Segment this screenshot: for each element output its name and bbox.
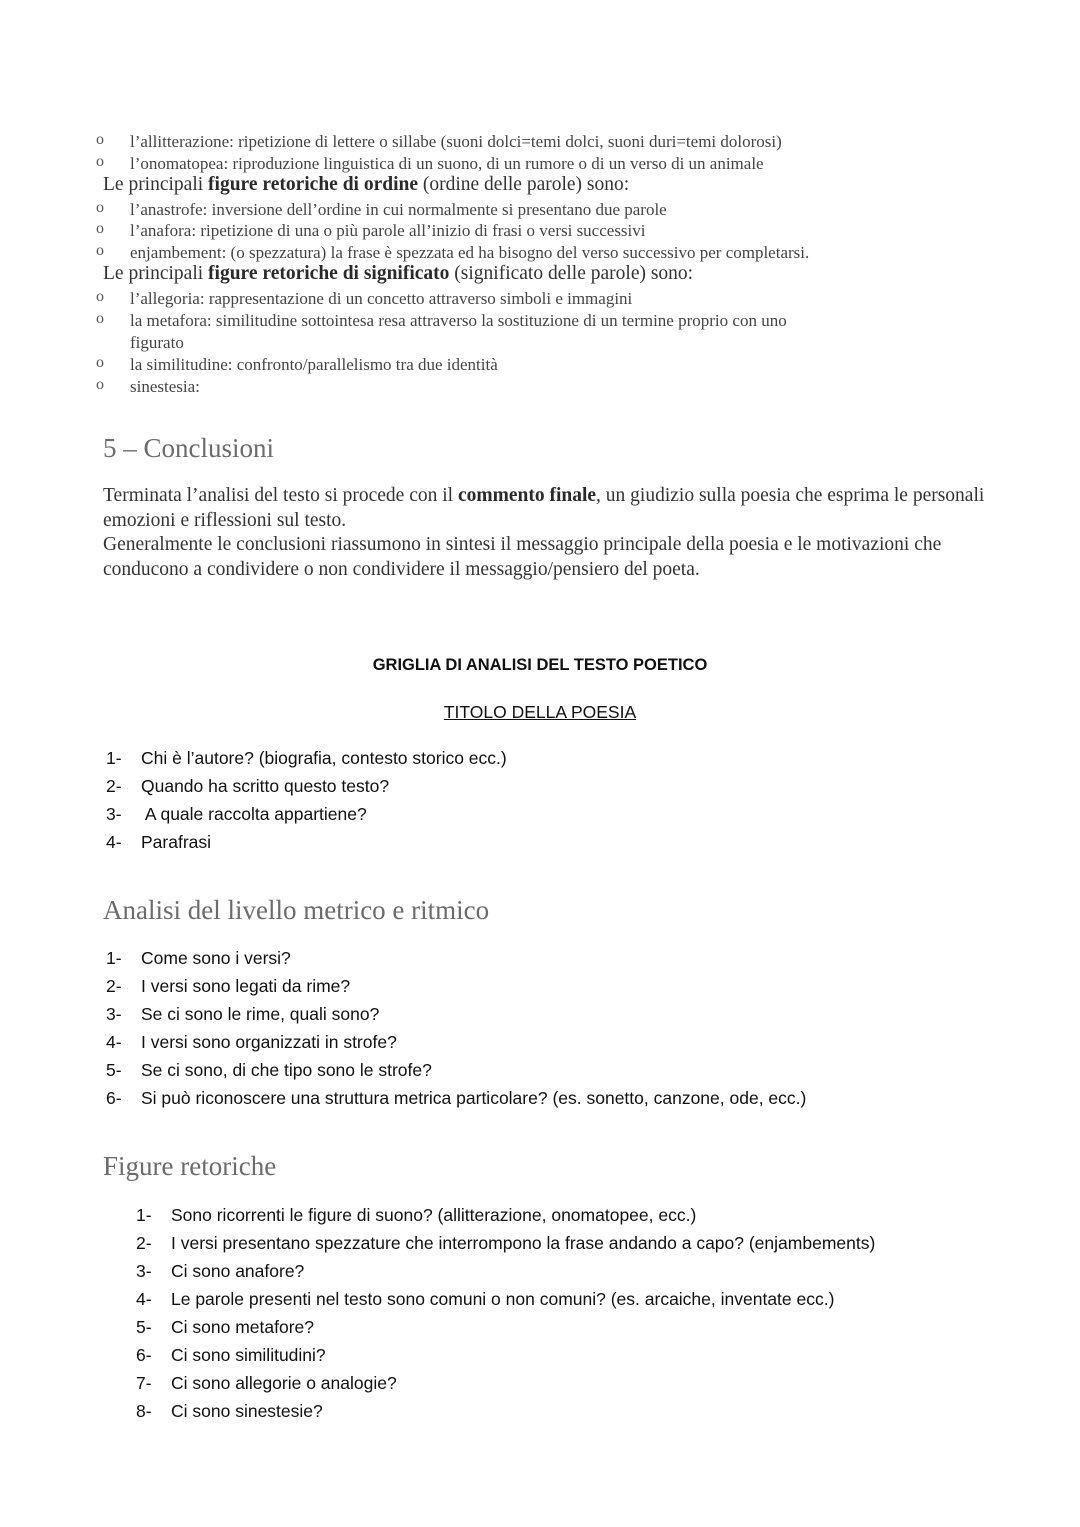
- item-text: Ci sono allegorie o analogie?: [171, 1373, 397, 1393]
- bullet-marker: o: [96, 310, 104, 327]
- item-number: 4-: [106, 1032, 122, 1052]
- item-text: Le parole presenti nel testo sono comuni o non comuni? (es. arcaiche, inventate ecc.): [171, 1289, 835, 1309]
- intro-text: Le principali: [103, 263, 209, 284]
- bullet-marker: o: [96, 220, 104, 237]
- item-number: 8-: [136, 1401, 152, 1421]
- item-number: 2-: [136, 1233, 152, 1253]
- item-text: Ci sono metafore?: [171, 1317, 314, 1337]
- item-number: 2-: [106, 976, 122, 996]
- item-text: Parafrasi: [141, 832, 212, 852]
- list-item-text: l’allegoria: rappresentazione di un concetto attraverso simboli e immagini: [130, 289, 633, 308]
- item-text: Ci sono similitudini?: [171, 1345, 326, 1365]
- grid-title: GRIGLIA DI ANALISI DEL TESTO POETICO: [372, 656, 708, 674]
- item-number: 4-: [136, 1289, 152, 1309]
- list-item-text: la metafora: similitudine sottointesa resa attraverso la sostituzione di un termine proprio con uno: [130, 311, 787, 330]
- list-item-text: enjambement: (o spezzatura) la frase è spezzata ed ha bisogno del verso successivo per completarsi.: [130, 243, 810, 262]
- item-number: 3-: [136, 1261, 152, 1281]
- item-number: 2-: [106, 776, 122, 796]
- bullet-marker: o: [96, 288, 104, 305]
- item-text: Se ci sono, di che tipo sono le strofe?: [141, 1060, 432, 1080]
- item-number: 3-: [106, 804, 122, 824]
- item-text: Ci sono sinestesie?: [171, 1401, 323, 1421]
- intro-text: Le principali: [103, 174, 209, 195]
- order-figures-intro: [103, 174, 629, 196]
- item-number: 1-: [106, 948, 122, 968]
- list-item-text: l’allitterazione: ripetizione di lettere o sillabe (suoni dolci=temi dolci, suoni duri=temi dolorosi): [130, 132, 782, 151]
- item-number: 1-: [136, 1205, 152, 1225]
- item-number: 3-: [106, 1004, 122, 1024]
- item-number: 6-: [106, 1088, 122, 1108]
- paragraph-text: Terminata l’analisi del testo si procede con il: [103, 485, 458, 506]
- metric-heading: Analisi del livello metrico e ritmico: [103, 895, 490, 925]
- list-item-text: figurato: [130, 333, 184, 352]
- bullet-marker: o: [96, 242, 104, 259]
- item-text: I versi sono organizzati in strofe?: [141, 1032, 397, 1052]
- poem-title: [0, 702, 1080, 723]
- intro-bold-text: figure retoriche di ordine: [208, 174, 418, 195]
- conclusions-heading: 5 – Conclusioni: [103, 433, 275, 463]
- bullet-marker: o: [96, 153, 104, 170]
- paragraph-text: , un giudizio sulla poesia che esprima le personali emozioni e riflessioni sul testo.: [103, 485, 985, 531]
- conclusions-paragraph: [103, 484, 1003, 582]
- item-text: Sono ricorrenti le figure di suono? (allitterazione, onomatopee, ecc.): [171, 1205, 697, 1225]
- item-text: Come sono i versi?: [141, 948, 291, 968]
- item-text: Se ci sono le rime, quali sono?: [141, 1004, 380, 1024]
- meaning-figures-intro: [103, 263, 693, 285]
- list-item-text: l’anafora: ripetizione di una o più parole all’inizio di frasi o versi successivi: [130, 221, 646, 240]
- item-number: 4-: [106, 832, 122, 852]
- item-number: 5-: [136, 1317, 152, 1337]
- item-text: A quale raccolta appartiene?: [141, 804, 367, 824]
- intro-bold-text: figure retoriche di significato: [208, 263, 450, 284]
- bullet-marker: o: [96, 131, 104, 148]
- item-number: 6-: [136, 1345, 152, 1365]
- item-text: I versi sono legati da rime?: [141, 976, 351, 996]
- item-text: Si può riconoscere una struttura metrica particolare? (es. sonetto, canzone, ode, ecc.): [141, 1088, 807, 1108]
- list-item-text: sinestesia:: [130, 377, 200, 396]
- list-item-text: la similitudine: confronto/parallelismo tra due identità: [130, 355, 498, 374]
- paragraph-bold-text: commento finale: [457, 485, 597, 506]
- figures-heading: Figure retoriche: [103, 1151, 277, 1181]
- item-number: 7-: [136, 1373, 152, 1393]
- item-text: I versi presentano spezzature che interrompono la frase andando a capo? (enjambements): [171, 1233, 876, 1253]
- bullet-marker: o: [96, 376, 104, 393]
- item-text: Quando ha scritto questo testo?: [141, 776, 390, 796]
- bullet-marker: o: [96, 199, 104, 216]
- item-number: 5-: [106, 1060, 122, 1080]
- list-item-text: l’anastrofe: inversione dell’ordine in cui normalmente si presentano due parole: [130, 200, 667, 219]
- item-number: 1-: [106, 748, 122, 768]
- list-item-text: l’onomatopea: riproduzione linguistica di un suono, di un rumore o di un verso di un animale: [130, 154, 764, 173]
- bullet-marker: o: [96, 354, 104, 371]
- item-text: Ci sono anafore?: [171, 1261, 305, 1281]
- paragraph-text: Generalmente le conclusioni riassumono in sintesi il messaggio principale della poesia e le motivazioni che conducono a condividere o non condividere il messaggio/pensiero del poeta.: [103, 534, 942, 580]
- poem-title-text: TITOLO DELLA POESIA: [443, 702, 637, 722]
- intro-text: (significato delle parole) sono:: [449, 263, 694, 284]
- item-text: Chi è l’autore? (biografia, contesto storico ecc.): [141, 748, 507, 768]
- intro-text: (ordine delle parole) sono:: [418, 174, 630, 195]
